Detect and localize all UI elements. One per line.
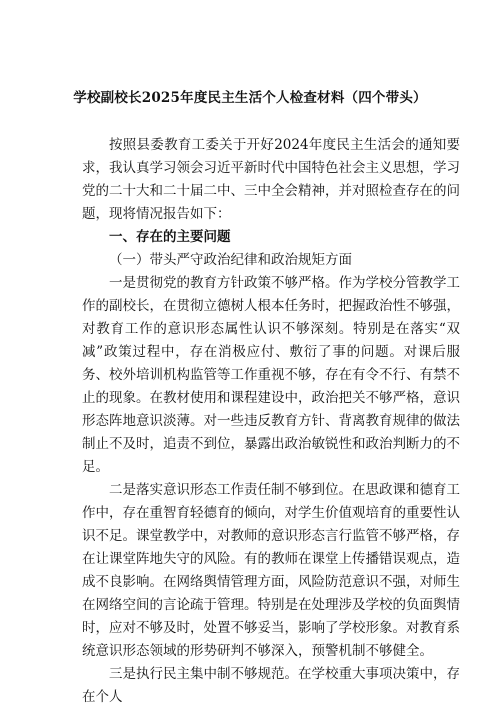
intro-paragraph: 按照县委教育工委关于开好2024年度民主生活会的通知要求，我认真学习领会习近平新时代中国特色社会主义思想，学习党的二十大和二十届二中、三中全会精神，并对照检查存在的问题，现将情况报告如下： [82,137,460,222]
subsection-heading: （一）带头严守政治纪律和政治规矩方面 [109,252,352,268]
paragraph-2: 二是落实意识形态工作责任制不够到位。在思政课和德育工作中，存在重智育轻德育的倾向，对学生价值观培育的重要性认识不足。课堂教学中，对教师的意识形态言行监管不够严格，存在让课堂阵地失守的风险。有的教师在课堂上传播错误观点，造成不良影响。在网络舆情管理方面，风险防范意识不强，对师生在网络空间的言论疏于管理。特别是在处理涉及学校的负面舆情时，应对不够及时，处置不够妥当，影响了学校形象。对教育系统意识形态领域的形势研判不够深入，预警机制不够健全。 [82,482,460,659]
section-heading: 一、存在的主要问题 [109,229,231,245]
paragraph-3: 三是执行民主集中制不够规范。在学校重大事项决策中，存在个人 [82,666,460,705]
document-title: 学校副校长2025年度民主生活个人检查材料（四个带头） [73,90,427,106]
document-body [82,134,460,709]
paragraph-1: 一是贯彻党的教育方针政策不够严格。作为学校分管教学工作的副校长，在贯彻立德树人根本任务时，把握政治性不够强，对教育工作的意识形态属性认识不够深刻。特别是在落实“双减”政策过程中，存在消极应付、敷衍了事的问题。对课后服务、校外培训机构监管等工作重视不够，存在有令不行、有禁不止的现象。在教材使用和课程建设中，政治把关不够严格，意识形态阵地意识淡薄。对一些违反教育方针、背离教育规律的做法制止不及时，追责不到位，暴露出政治敏锐性和政治判断力的不足。 [82,275,460,475]
